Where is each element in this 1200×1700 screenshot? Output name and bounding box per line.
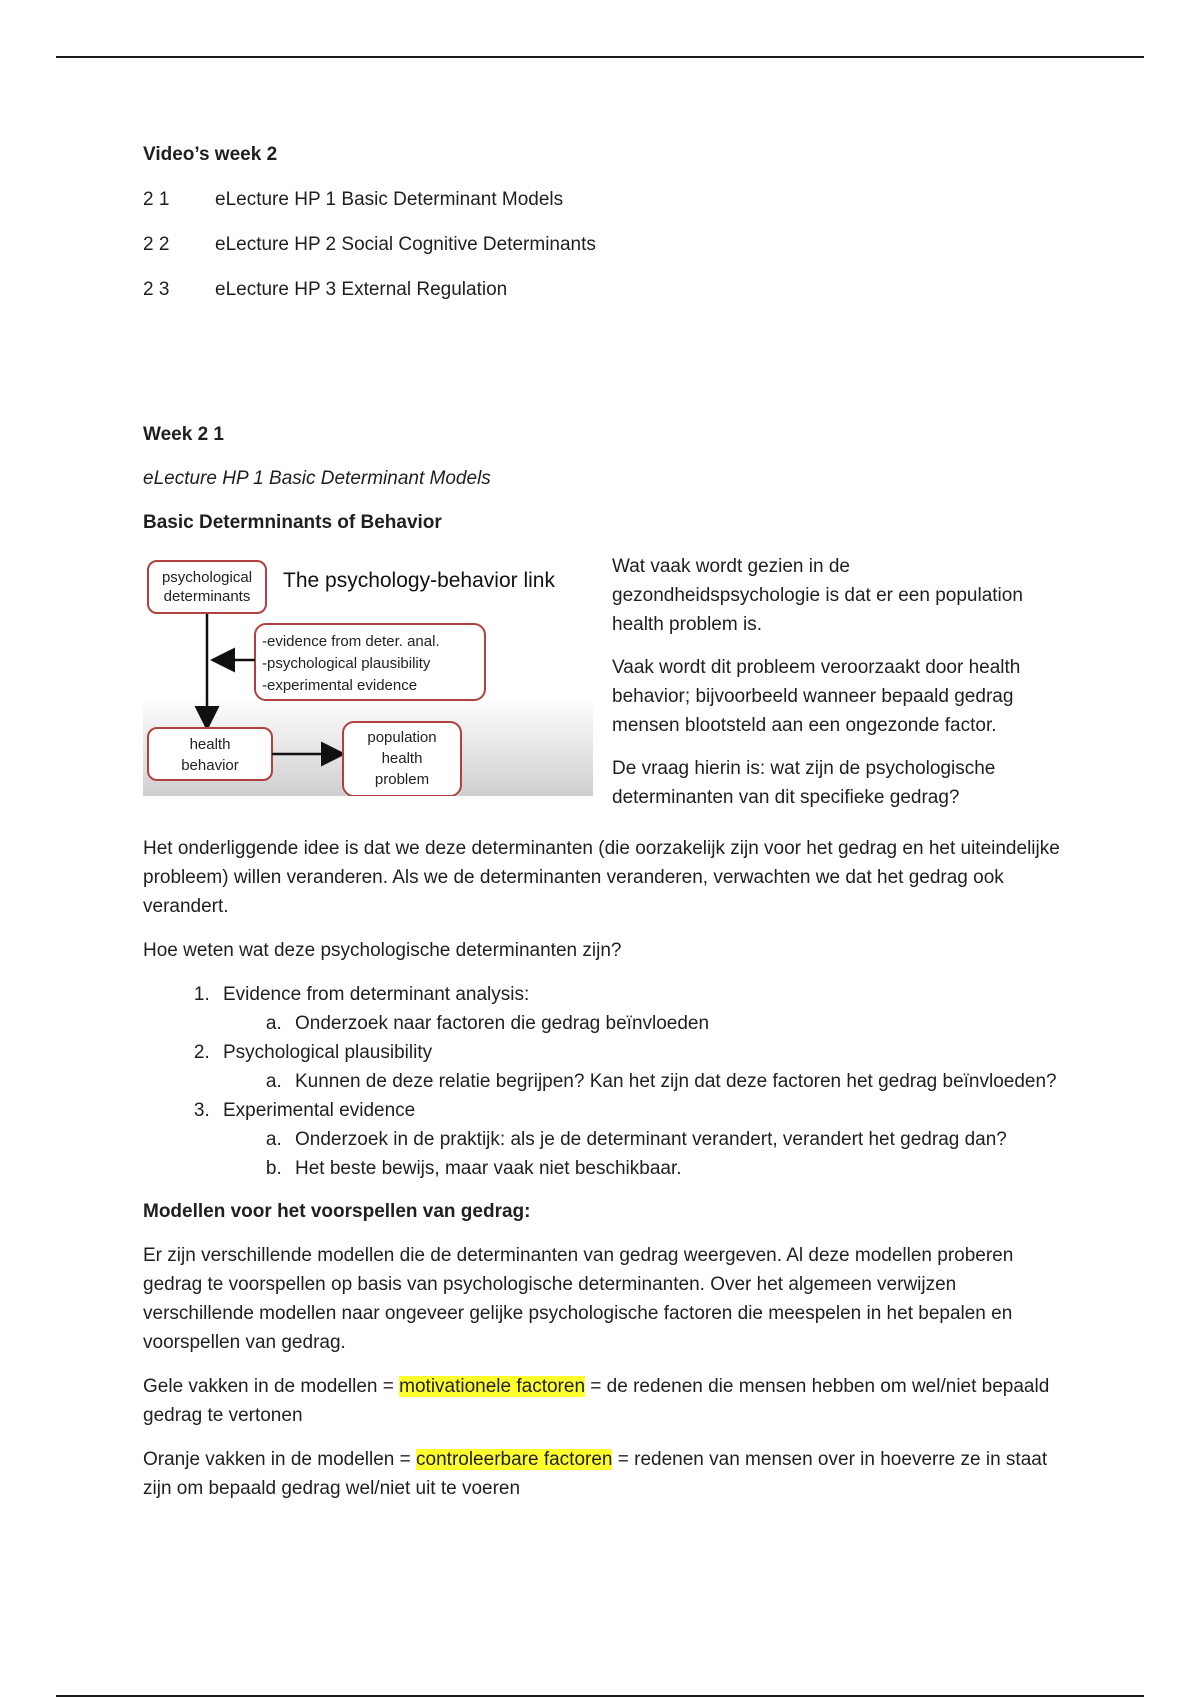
paragraph: Hoe weten wat deze psychologische determinanten zijn? xyxy=(143,940,622,961)
sub-list-item: a. Onderzoek naar factoren die gedrag beïnvloeden xyxy=(287,1009,1063,1038)
evidence-box xyxy=(255,624,485,700)
highlighted-term: controleerbare factoren xyxy=(416,1449,613,1470)
health-behavior-box xyxy=(148,728,272,780)
svg-text:health: health xyxy=(189,736,231,753)
lecture-subtitle: eLecture HP 1 Basic Determinant Models xyxy=(143,468,491,489)
orange-boxes-paragraph xyxy=(143,1445,1063,1503)
figure-with-text xyxy=(143,552,1063,812)
paragraph: De vraag hierin is: wat zijn de psychologische determinanten van dit specifieke gedrag? xyxy=(612,758,996,808)
population-health-problem-box xyxy=(343,722,461,796)
sub-list xyxy=(223,1067,1063,1096)
top-rule xyxy=(56,56,1144,58)
video-title: eLecture HP 3 External Regulation xyxy=(215,279,508,300)
list-item-label: Evidence from determinant analysis: xyxy=(223,984,530,1005)
video-number: 2 2 xyxy=(143,234,170,255)
section-title: Basic Determninants of Behavior xyxy=(143,512,442,533)
text-run: = de redenen die mensen hebben om wel/niet bepaald gedrag te vertonen xyxy=(143,1376,1050,1426)
svg-text:determinants: determinants xyxy=(163,588,251,605)
highlighted-term: motivationele factoren xyxy=(399,1376,586,1397)
models-heading: Modellen voor het voorspellen van gedrag: xyxy=(143,1201,531,1222)
list-item-label: Experimental evidence xyxy=(223,1100,416,1121)
evidence-line: -evidence from deter. anal. xyxy=(262,633,440,650)
video-title: eLecture HP 1 Basic Determinant Models xyxy=(215,189,564,210)
list-item-label: Psychological plausibility xyxy=(223,1042,433,1063)
list-item xyxy=(215,1096,1063,1183)
svg-text:problem: problem xyxy=(374,771,430,788)
paragraph: Het onderliggende idee is dat we deze determinanten (die oorzakelijk zijn voor het gedrag en het uiteindelijke probleem) willen veranderen. Als we de determinanten veranderen, verwachten we dat het gedrag ook verandert. xyxy=(143,838,1060,917)
diagram-title: The psychology-behavior link xyxy=(283,569,555,592)
list-item xyxy=(215,980,1063,1038)
week-heading: Week 2 1 xyxy=(143,424,224,445)
document-body xyxy=(143,140,1063,1518)
videos-heading: Video’s week 2 xyxy=(143,144,278,165)
video-number: 2 1 xyxy=(143,189,170,210)
svg-text:population: population xyxy=(367,729,437,746)
evidence-list xyxy=(143,980,1063,1183)
svg-text:psychological: psychological xyxy=(161,569,253,586)
psychological-determinants-box xyxy=(148,561,266,613)
sub-list xyxy=(223,1009,1063,1038)
text-run: = redenen van mensen over in hoeverre ze in staat zijn om bepaald gedrag wel/niet uit te voeren xyxy=(143,1449,1048,1499)
videos-section xyxy=(143,140,1063,304)
video-number: 2 3 xyxy=(143,279,170,300)
evidence-line: -experimental evidence xyxy=(262,677,418,694)
diagram-svg xyxy=(143,556,593,796)
sub-list-item: a. Onderzoek in de praktijk: als je de determinant verandert, verandert het gedrag dan? xyxy=(287,1125,1063,1154)
video-title: eLecture HP 2 Social Cognitive Determinants xyxy=(215,234,596,255)
evidence-line: -psychological plausibility xyxy=(262,655,431,672)
list-item xyxy=(215,1038,1063,1096)
psychology-behavior-diagram xyxy=(143,556,593,796)
yellow-boxes-paragraph xyxy=(143,1372,1063,1430)
text-run: Gele vakken in de modellen = xyxy=(143,1376,400,1397)
paragraph: Er zijn verschillende modellen die de determinanten van gedrag weergeven. Al deze modellen proberen gedrag te voorspellen op basis van psychologische determinanten. Over het algemeen verwijzen verschillende modellen naar ongeveer gelijke psychologische factoren die meespelen in het bepalen en voorspellen van gedrag. xyxy=(143,1245,1014,1353)
video-item xyxy=(143,230,1063,259)
diagram-explanation xyxy=(612,552,1062,812)
paragraph: Wat vaak wordt gezien in de gezondheidspsychologie is dat er een population health problem is. xyxy=(612,556,1023,635)
sub-list-item: b. Het beste bewijs, maar vaak niet beschikbaar. xyxy=(287,1154,1063,1183)
video-item xyxy=(143,185,1063,214)
svg-text:health: health xyxy=(381,750,423,767)
text-run: Oranje vakken in de modellen = xyxy=(143,1449,417,1470)
video-item xyxy=(143,275,1063,304)
svg-text:behavior: behavior xyxy=(181,757,239,774)
sub-list-item: a. Kunnen de deze relatie begrijpen? Kan het zijn dat deze factoren het gedrag beïnvloeden? xyxy=(287,1067,1063,1096)
paragraph: Vaak wordt dit probleem veroorzaakt door health behavior; bijvoorbeeld wanneer bepaald gedrag mensen blootsteld aan een ongezonde factor. xyxy=(612,657,1021,736)
bottom-rule xyxy=(56,1695,1144,1697)
sub-list xyxy=(223,1125,1063,1183)
